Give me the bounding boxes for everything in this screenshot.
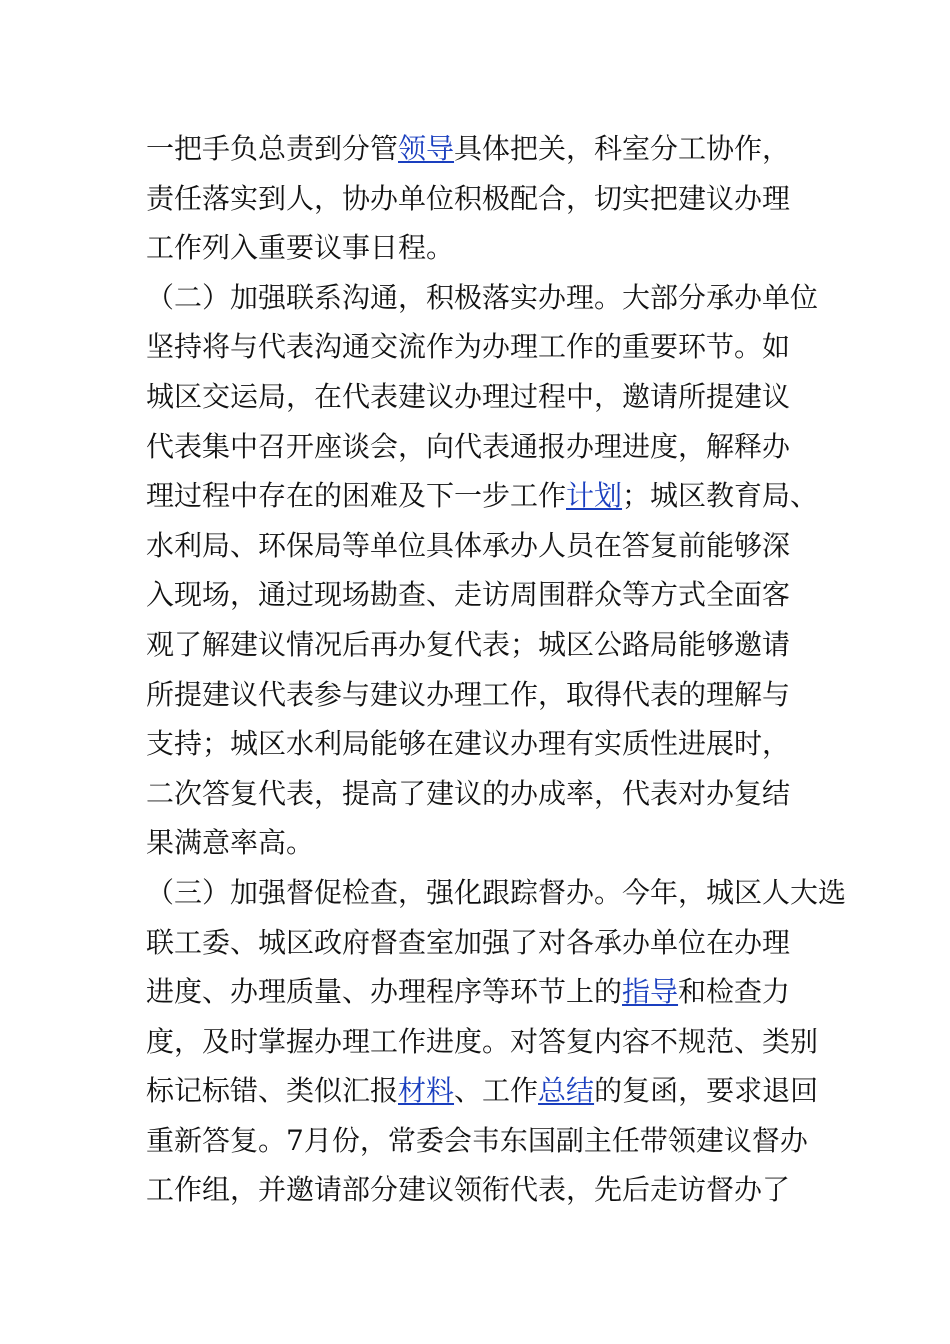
text-segment: 所提建议代表参与建议办理工作，取得代表的理解与	[146, 677, 791, 711]
text-segment: 工作列入重要议事日程。	[146, 231, 455, 265]
text-line	[146, 670, 826, 720]
text-segment: 具体把关，科室分工协作，	[454, 132, 791, 165]
text-line	[146, 174, 826, 224]
text-line	[146, 1017, 826, 1067]
text-line	[146, 471, 826, 521]
text-line	[146, 422, 826, 472]
inline-link[interactable]: 材料	[398, 1074, 455, 1108]
text-segment: 二次答复代表，提高了建议的办成率，代表对办复结	[146, 776, 791, 810]
text-line	[146, 769, 826, 819]
text-line	[146, 719, 826, 769]
inline-link[interactable]: 指导	[622, 975, 679, 1009]
inline-link[interactable]: 领导	[398, 132, 455, 165]
text-segment: 水利局、环保局等单位具体承办人员在答复前能够深	[146, 528, 791, 562]
text-line	[146, 322, 826, 372]
text-segment: 的复函，要求退回	[594, 1074, 819, 1108]
text-segment: 工作组，并邀请部分建议领衔代表，先后走访督办了	[146, 1173, 791, 1207]
text-line	[146, 918, 826, 968]
document-body	[146, 124, 847, 1215]
text-segment: （三）加强督促检查，强化跟踪督办。今年，城区人大选	[146, 875, 847, 909]
text-segment: 进度、办理质量、办理程序等环节上的	[146, 975, 623, 1009]
text-line	[146, 223, 826, 273]
text-segment: 和检查力	[678, 975, 791, 1009]
text-segment: ；城区教育局、	[622, 479, 819, 513]
text-line	[146, 372, 826, 422]
text-line	[146, 1165, 826, 1215]
text-segment: 支持；城区水利局能够在建议办理有实质性进展时，	[146, 727, 791, 761]
text-line	[146, 521, 826, 571]
text-segment: 果满意率高。	[146, 826, 315, 860]
text-line	[146, 868, 847, 918]
text-line	[146, 620, 826, 670]
text-line	[146, 1116, 826, 1166]
text-line	[146, 1066, 826, 1116]
text-segment: 一把手负总责到分管	[146, 132, 399, 165]
text-segment: 重新答复。7月份，常委会韦东国副主任带领建议督办	[146, 1123, 808, 1157]
text-segment: 标记标错、类似汇报	[146, 1074, 399, 1108]
inline-link[interactable]: 计划	[566, 479, 623, 513]
text-line	[146, 818, 826, 868]
text-line	[146, 124, 826, 174]
inline-link[interactable]: 总结	[538, 1074, 595, 1108]
text-segment: 入现场，通过现场勘查、走访周围群众等方式全面客	[146, 578, 791, 612]
text-line	[146, 273, 826, 323]
text-segment: 理过程中存在的困难及下一步工作	[146, 479, 567, 513]
text-segment: 城区交运局，在代表建议办理过程中，邀请所提建议	[146, 379, 791, 413]
text-segment: 坚持将与代表沟通交流作为办理工作的重要环节。如	[146, 330, 791, 364]
text-segment: 责任落实到人，协办单位积极配合，切实把建议办理	[146, 181, 791, 215]
text-segment: 度，及时掌握办理工作进度。对答复内容不规范、类别	[146, 1024, 819, 1058]
text-segment: （二）加强联系沟通，积极落实办理。大部分承办单位	[146, 280, 819, 314]
text-segment: 代表集中召开座谈会，向代表通报办理进度，解释办	[146, 429, 791, 463]
text-line	[146, 570, 826, 620]
text-segment: 观了解建议情况后再办复代表；城区公路局能够邀请	[146, 627, 791, 661]
text-segment: 、工作	[454, 1074, 539, 1108]
text-segment: 联工委、城区政府督查室加强了对各承办单位在办理	[146, 925, 791, 959]
text-line	[146, 967, 826, 1017]
